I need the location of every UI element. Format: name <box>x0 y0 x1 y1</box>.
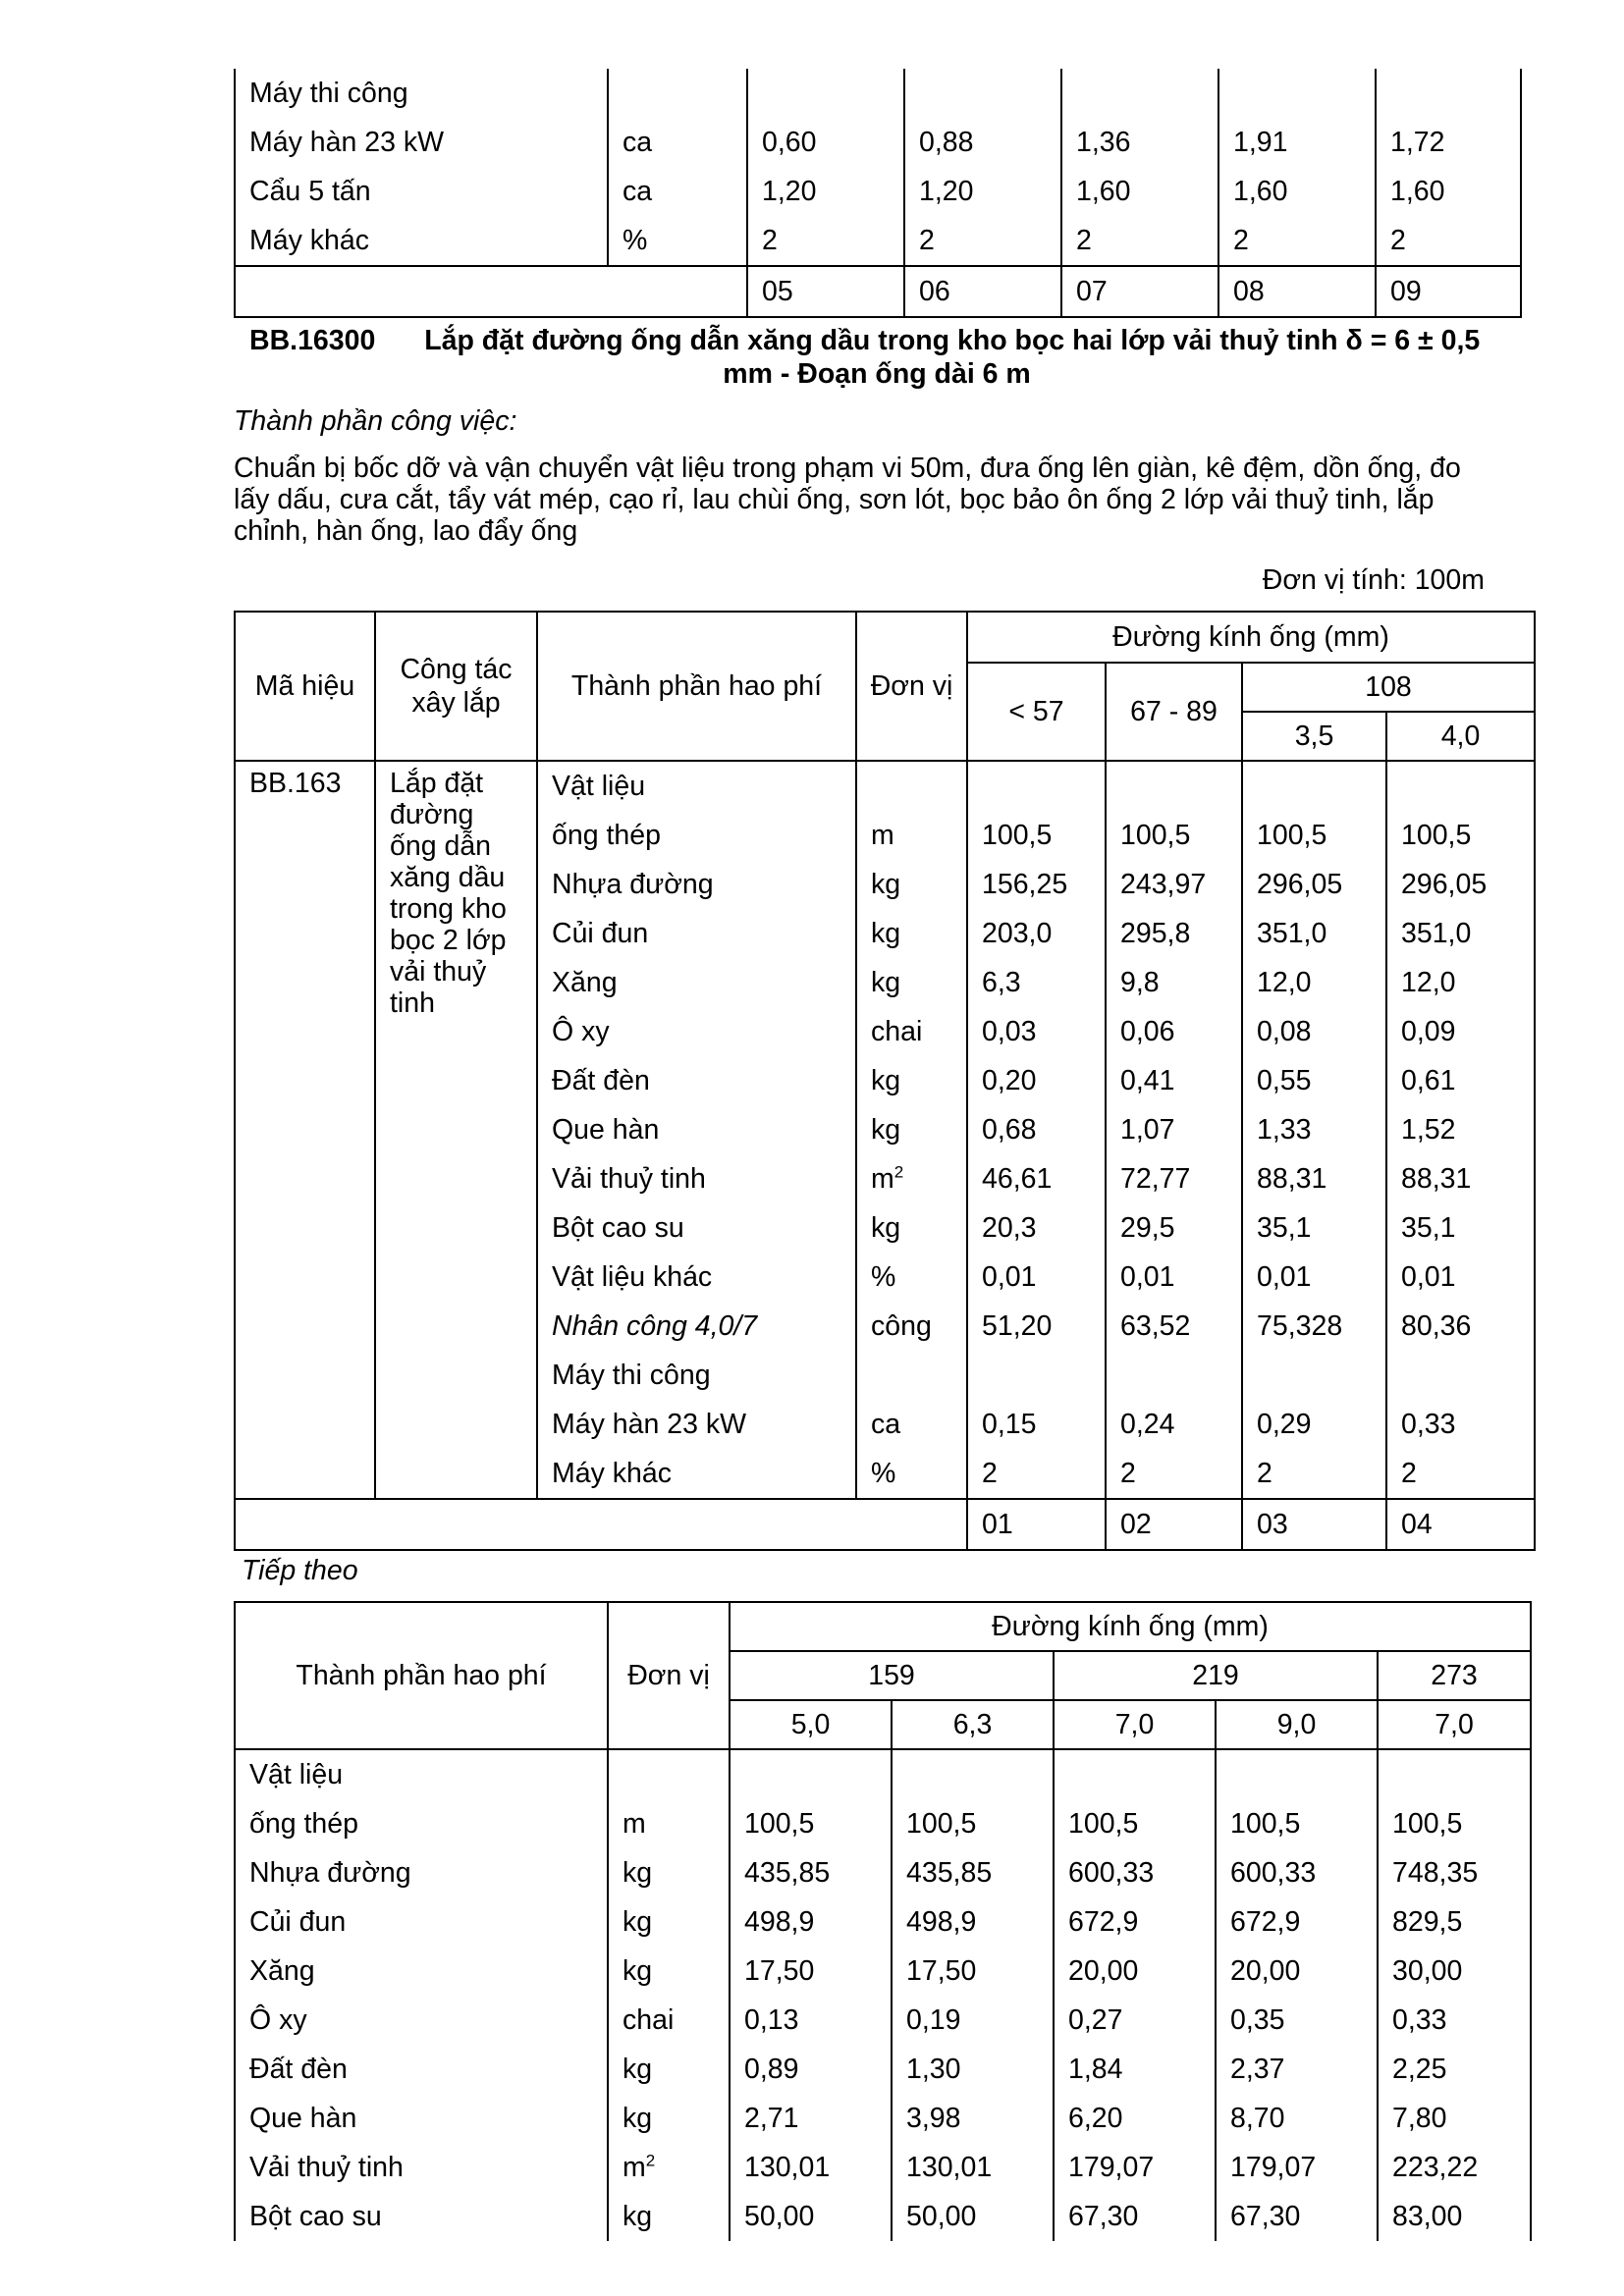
value-cell: 63,52 <box>1106 1302 1242 1351</box>
component-name: Cẩu 5 tấn <box>235 167 608 216</box>
norm-table-bb163 <box>234 611 1536 1551</box>
table-row <box>235 1749 1531 1799</box>
value-cell: 1,72 <box>1376 118 1521 167</box>
component-name: Củi đun <box>537 909 856 958</box>
component-name: Máy thi công <box>537 1351 856 1400</box>
unit-cell <box>856 1400 967 1449</box>
header-thickness-value: 5,0 <box>730 1700 892 1749</box>
unit-text: kg <box>623 2054 653 2085</box>
value-cell: 179,07 <box>1054 2143 1216 2192</box>
unit-cell <box>856 761 967 811</box>
header-diameter-value: < 57 <box>967 663 1106 761</box>
norm-code: 09 <box>1376 266 1521 317</box>
value-cell: 295,8 <box>1106 909 1242 958</box>
header-diameter-value: 108 <box>1242 663 1535 712</box>
unit-text: % <box>871 1458 896 1489</box>
unit-cell <box>856 1105 967 1154</box>
value-cell <box>730 1749 892 1799</box>
value-cell <box>892 1749 1054 1799</box>
value-cell: 0,19 <box>892 1996 1054 2045</box>
section-title: Lắp đặt đường ống dẫn xăng dầu trong kho bọc hai lớp vải thuỷ tinh δ = 6 ± 0,5 <box>424 325 1481 356</box>
value-cell: 8,70 <box>1216 2094 1378 2143</box>
unit-text: kg <box>623 1955 653 1987</box>
value-cell: 1,60 <box>1218 167 1376 216</box>
value-cell: 2 <box>904 216 1061 266</box>
unit-text: m <box>871 820 894 851</box>
component-name: Đất đèn <box>235 2045 608 2094</box>
value-cell: 0,20 <box>967 1056 1106 1105</box>
table-row <box>235 216 1521 266</box>
value-cell: 0,27 <box>1054 1996 1216 2045</box>
value-cell: 435,85 <box>730 1848 892 1897</box>
value-cell: 17,50 <box>892 1947 1054 1996</box>
value-cell: 51,20 <box>967 1302 1106 1351</box>
value-cell: 83,00 <box>1378 2192 1531 2241</box>
component-name: Máy khác <box>537 1449 856 1499</box>
value-cell: 80,36 <box>1386 1302 1535 1351</box>
value-cell <box>1216 1749 1378 1799</box>
unit-cell <box>856 1154 967 1203</box>
header-diameter-value: 219 <box>1054 1651 1378 1700</box>
component-name: Xăng <box>537 958 856 1007</box>
value-cell: 29,5 <box>1106 1203 1242 1253</box>
value-cell <box>1218 69 1376 118</box>
unit-cell <box>608 1947 730 1996</box>
component-name: Máy thi công <box>235 69 608 118</box>
norm-code: 03 <box>1242 1499 1386 1550</box>
value-cell: 1,60 <box>1376 167 1521 216</box>
value-cell: 2 <box>747 216 904 266</box>
value-cell: 100,5 <box>1242 811 1386 860</box>
value-cell: 6,3 <box>967 958 1106 1007</box>
value-cell: 1,84 <box>1054 2045 1216 2094</box>
unit-text: ca <box>623 127 653 158</box>
work-line: vải thuỷ <box>390 956 487 988</box>
component-name: Nhựa đường <box>235 1848 608 1897</box>
value-cell: 2 <box>1376 216 1521 266</box>
norm-code: 01 <box>967 1499 1106 1550</box>
component-name: Vải thuỷ tinh <box>537 1154 856 1203</box>
value-cell: 100,5 <box>1378 1799 1531 1848</box>
value-cell: 243,97 <box>1106 860 1242 909</box>
value-cell <box>1054 1749 1216 1799</box>
unit-text: ca <box>871 1409 901 1440</box>
section-title-continued: mm - Đoạn ống dài 6 m <box>723 358 1031 390</box>
value-cell: 0,09 <box>1386 1007 1535 1056</box>
value-cell: 130,01 <box>892 2143 1054 2192</box>
unit-superscript: 2 <box>645 2151 656 2170</box>
value-cell: 0,33 <box>1378 1996 1531 2045</box>
unit-superscript: 2 <box>893 1162 904 1182</box>
value-cell <box>1376 69 1521 118</box>
previous-norm-table <box>234 69 1522 318</box>
component-name: Đất đèn <box>537 1056 856 1105</box>
component-name: Máy hàn 23 kW <box>235 118 608 167</box>
value-cell: 2 <box>1106 1449 1242 1499</box>
value-cell: 100,5 <box>1216 1799 1378 1848</box>
value-cell: 0,13 <box>730 1996 892 2045</box>
table-row <box>235 2143 1531 2192</box>
header-work <box>375 612 537 761</box>
value-cell: 72,77 <box>1106 1154 1242 1203</box>
unit-text: m <box>623 1808 646 1840</box>
unit-cell <box>608 167 747 216</box>
unit-text: kg <box>623 2103 653 2134</box>
unit-text: kg <box>871 869 901 900</box>
norm-code: 07 <box>1061 266 1218 317</box>
value-cell <box>747 69 904 118</box>
value-cell: 2 <box>1242 1449 1386 1499</box>
value-cell <box>967 1351 1106 1400</box>
unit-text: % <box>623 225 648 256</box>
value-cell: 0,08 <box>1242 1007 1386 1056</box>
header-thickness-value: 6,3 <box>892 1700 1054 1749</box>
value-cell: 88,31 <box>1242 1154 1386 1203</box>
value-cell: 1,33 <box>1242 1105 1386 1154</box>
work-line: xăng dầu <box>390 862 506 893</box>
work-description-cell <box>375 761 537 1499</box>
unit-cell <box>856 909 967 958</box>
value-cell <box>1061 69 1218 118</box>
value-cell: 2,37 <box>1216 2045 1378 2094</box>
value-cell: 498,9 <box>892 1897 1054 1947</box>
unit-cell <box>608 1996 730 2045</box>
table-row <box>235 2094 1531 2143</box>
value-cell: 600,33 <box>1216 1848 1378 1897</box>
work-description-line: Chuẩn bị bốc dỡ và vận chuyển vật liệu trong phạm vi 50m, đưa ống lên giàn, kê đệm, dồn ống, đo <box>234 453 1461 484</box>
value-cell: 0,01 <box>1242 1253 1386 1302</box>
table-row <box>235 118 1521 167</box>
component-name: Vật liệu <box>235 1749 608 1799</box>
value-cell: 50,00 <box>730 2192 892 2241</box>
component-name: ống thép <box>235 1799 608 1848</box>
norm-code-row <box>235 1499 1535 1550</box>
table-row <box>235 2045 1531 2094</box>
value-cell: 2 <box>1218 216 1376 266</box>
unit-cell <box>608 2143 730 2192</box>
value-cell: 748,35 <box>1378 1848 1531 1897</box>
table-row <box>235 1799 1531 1848</box>
value-cell: 0,88 <box>904 118 1061 167</box>
header-diameter: Đường kính ống (mm) <box>730 1602 1531 1651</box>
value-cell: 0,29 <box>1242 1400 1386 1449</box>
header-work-line: Công tác <box>400 654 513 685</box>
value-cell: 435,85 <box>892 1848 1054 1897</box>
unit-text: ca <box>623 176 653 207</box>
header-diameter-value: 67 - 89 <box>1106 663 1242 761</box>
header-thickness-value: 7,0 <box>1054 1700 1216 1749</box>
value-cell: 0,01 <box>967 1253 1106 1302</box>
norm-code: 06 <box>904 266 1061 317</box>
value-cell: 6,20 <box>1054 2094 1216 2143</box>
value-cell: 100,5 <box>967 811 1106 860</box>
unit-cell <box>608 69 747 118</box>
norm-code: 05 <box>747 266 904 317</box>
value-cell: 296,05 <box>1386 860 1535 909</box>
table-row <box>235 1947 1531 1996</box>
value-cell: 1,07 <box>1106 1105 1242 1154</box>
component-name: Ô xy <box>235 1996 608 2045</box>
value-cell: 100,5 <box>1386 811 1535 860</box>
unit-cell <box>608 1848 730 1897</box>
value-cell: 30,00 <box>1378 1947 1531 1996</box>
value-cell: 0,35 <box>1216 1996 1378 2045</box>
value-cell: 20,3 <box>967 1203 1106 1253</box>
table-row <box>235 167 1521 216</box>
value-cell: 7,80 <box>1378 2094 1531 2143</box>
component-name: Bột cao su <box>537 1203 856 1253</box>
work-line: đường <box>390 799 474 830</box>
value-cell: 1,91 <box>1218 118 1376 167</box>
table-row <box>235 1848 1531 1897</box>
header-unit: Đơn vị <box>856 612 967 761</box>
component-name: Que hàn <box>537 1105 856 1154</box>
value-cell: 12,0 <box>1242 958 1386 1007</box>
unit-cell <box>608 118 747 167</box>
value-cell: 1,36 <box>1061 118 1218 167</box>
value-cell: 0,68 <box>967 1105 1106 1154</box>
value-cell: 100,5 <box>892 1799 1054 1848</box>
norm-code: 08 <box>1218 266 1376 317</box>
value-cell: 130,01 <box>730 2143 892 2192</box>
value-cell: 100,5 <box>1054 1799 1216 1848</box>
component-name: Củi đun <box>235 1897 608 1947</box>
work-line: trong kho <box>390 893 507 925</box>
unit-text: kg <box>871 1212 901 1244</box>
value-cell: 0,24 <box>1106 1400 1242 1449</box>
value-cell <box>904 69 1061 118</box>
value-cell: 75,328 <box>1242 1302 1386 1351</box>
value-cell: 672,9 <box>1216 1897 1378 1947</box>
value-cell <box>1106 761 1242 811</box>
unit-note: Đơn vị tính: 100m <box>1262 564 1485 596</box>
value-cell <box>1386 761 1535 811</box>
unit-cell <box>608 1749 730 1799</box>
unit-cell <box>856 1056 967 1105</box>
unit-cell <box>608 216 747 266</box>
unit-text: chai <box>623 2004 675 2036</box>
value-cell: 351,0 <box>1386 909 1535 958</box>
norm-code-row <box>235 266 1521 317</box>
section-code: BB.16300 <box>249 325 376 356</box>
value-cell: 0,60 <box>747 118 904 167</box>
value-cell <box>967 761 1106 811</box>
unit-cell <box>856 1007 967 1056</box>
value-cell: 35,1 <box>1242 1203 1386 1253</box>
value-cell: 1,52 <box>1386 1105 1535 1154</box>
value-cell: 156,25 <box>967 860 1106 909</box>
continued-label: Tiếp theo <box>242 1555 358 1586</box>
work-description-line: chỉnh, hàn ống, lao đẩy ống <box>234 515 578 547</box>
value-cell: 2 <box>1386 1449 1535 1499</box>
header-component: Thành phần hao phí <box>235 1602 608 1749</box>
value-cell: 46,61 <box>967 1154 1106 1203</box>
component-name: Bột cao su <box>235 2192 608 2241</box>
table-row <box>235 69 1521 118</box>
value-cell: 88,31 <box>1386 1154 1535 1203</box>
value-cell: 1,60 <box>1061 167 1218 216</box>
header-diameter-value: 159 <box>730 1651 1054 1700</box>
value-cell: 2 <box>967 1449 1106 1499</box>
value-cell <box>1106 1351 1242 1400</box>
value-cell <box>1242 1351 1386 1400</box>
header-thickness-value: 7,0 <box>1378 1700 1531 1749</box>
value-cell: 1,30 <box>892 2045 1054 2094</box>
header-thickness-value: 3,5 <box>1242 712 1386 761</box>
component-name: Xăng <box>235 1947 608 1996</box>
value-cell: 0,41 <box>1106 1056 1242 1105</box>
value-cell: 0,33 <box>1386 1400 1535 1449</box>
header-diameter-value: 273 <box>1378 1651 1531 1700</box>
unit-cell <box>856 860 967 909</box>
unit-text: kg <box>623 1857 653 1889</box>
unit-cell <box>856 811 967 860</box>
value-cell: 50,00 <box>892 2192 1054 2241</box>
value-cell: 20,00 <box>1054 1947 1216 1996</box>
table-row <box>235 2192 1531 2241</box>
unit-cell <box>856 1449 967 1499</box>
component-name: Vải thuỷ tinh <box>235 2143 608 2192</box>
value-cell: 67,30 <box>1216 2192 1378 2241</box>
unit-text: kg <box>623 1906 653 1938</box>
unit-text: kg <box>871 918 901 949</box>
value-cell: 67,30 <box>1054 2192 1216 2241</box>
value-cell: 17,50 <box>730 1947 892 1996</box>
value-cell <box>1378 1749 1531 1799</box>
header-diameter: Đường kính ống (mm) <box>967 612 1535 663</box>
value-cell: 0,55 <box>1242 1056 1386 1105</box>
unit-text: kg <box>871 1114 901 1146</box>
value-cell: 35,1 <box>1386 1203 1535 1253</box>
unit-cell <box>608 1897 730 1947</box>
unit-text: % <box>871 1261 896 1293</box>
value-cell: 672,9 <box>1054 1897 1216 1947</box>
table-row <box>235 1996 1531 2045</box>
work-line: ống dẫn <box>390 830 492 862</box>
norm-code-cell: BB.163 <box>235 761 375 1499</box>
value-cell: 829,5 <box>1378 1897 1531 1947</box>
header-code: Mã hiệu <box>235 612 375 761</box>
value-cell: 223,22 <box>1378 2143 1531 2192</box>
value-cell: 0,03 <box>967 1007 1106 1056</box>
value-cell: 1,20 <box>904 167 1061 216</box>
unit-cell <box>856 1302 967 1351</box>
value-cell: 100,5 <box>730 1799 892 1848</box>
table-row <box>235 1897 1531 1947</box>
section-heading <box>249 324 1526 357</box>
unit-cell <box>856 1253 967 1302</box>
component-name: Nhân công 4,0/7 <box>537 1302 856 1351</box>
component-name: Vật liệu <box>537 761 856 811</box>
value-cell: 351,0 <box>1242 909 1386 958</box>
value-cell: 2,71 <box>730 2094 892 2143</box>
value-cell: 0,06 <box>1106 1007 1242 1056</box>
value-cell: 600,33 <box>1054 1848 1216 1897</box>
value-cell: 0,01 <box>1386 1253 1535 1302</box>
header-work-line: xây lắp <box>411 687 501 719</box>
value-cell <box>1386 1351 1535 1400</box>
unit-text: kg <box>623 2201 653 2232</box>
value-cell: 0,01 <box>1106 1253 1242 1302</box>
unit-cell <box>856 1203 967 1253</box>
work-components-label: Thành phần công việc: <box>234 405 517 437</box>
work-line: tinh <box>390 988 435 1019</box>
norm-table-continued <box>234 1601 1532 2241</box>
unit-text: m <box>623 2152 646 2183</box>
header-unit: Đơn vị <box>608 1602 730 1749</box>
value-cell: 0,89 <box>730 2045 892 2094</box>
component-name: ống thép <box>537 811 856 860</box>
unit-cell <box>856 1351 967 1400</box>
value-cell: 20,00 <box>1216 1947 1378 1996</box>
work-line: bọc 2 lớp <box>390 925 507 956</box>
unit-text: chai <box>871 1016 923 1047</box>
value-cell: 296,05 <box>1242 860 1386 909</box>
work-description-line: lấy dấu, cưa cắt, tẩy vát mép, cạo rỉ, lau chùi ống, sơn lót, bọc bảo ôn ống 2 lớp vải thuỷ tinh, lắp <box>234 484 1435 515</box>
unit-text: m <box>871 1163 894 1195</box>
unit-text: kg <box>871 967 901 998</box>
component-name: Ô xy <box>537 1007 856 1056</box>
unit-cell <box>608 2094 730 2143</box>
unit-cell <box>856 958 967 1007</box>
value-cell: 100,5 <box>1106 811 1242 860</box>
unit-cell <box>608 1799 730 1848</box>
header-thickness-value: 9,0 <box>1216 1700 1378 1749</box>
value-cell: 9,8 <box>1106 958 1242 1007</box>
value-cell <box>1242 761 1386 811</box>
value-cell: 0,15 <box>967 1400 1106 1449</box>
component-name: Vật liệu khác <box>537 1253 856 1302</box>
value-cell: 203,0 <box>967 909 1106 958</box>
component-name: Nhựa đường <box>537 860 856 909</box>
unit-text: công <box>871 1310 932 1342</box>
value-cell: 179,07 <box>1216 2143 1378 2192</box>
component-name: Máy hàn 23 kW <box>537 1400 856 1449</box>
unit-text: kg <box>871 1065 901 1096</box>
header-component: Thành phần hao phí <box>537 612 856 761</box>
value-cell: 12,0 <box>1386 958 1535 1007</box>
value-cell: 2,25 <box>1378 2045 1531 2094</box>
value-cell: 2 <box>1061 216 1218 266</box>
component-name: Máy khác <box>235 216 608 266</box>
norm-code: 04 <box>1386 1499 1535 1550</box>
value-cell: 498,9 <box>730 1897 892 1947</box>
value-cell: 3,98 <box>892 2094 1054 2143</box>
work-line: Lắp đặt <box>390 768 484 799</box>
work-description <box>234 453 1530 547</box>
value-cell: 1,20 <box>747 167 904 216</box>
unit-cell <box>608 2045 730 2094</box>
component-name: Que hàn <box>235 2094 608 2143</box>
unit-cell <box>608 2192 730 2241</box>
norm-code: 02 <box>1106 1499 1242 1550</box>
table-row <box>235 761 1535 811</box>
value-cell: 0,61 <box>1386 1056 1535 1105</box>
header-thickness-value: 4,0 <box>1386 712 1535 761</box>
